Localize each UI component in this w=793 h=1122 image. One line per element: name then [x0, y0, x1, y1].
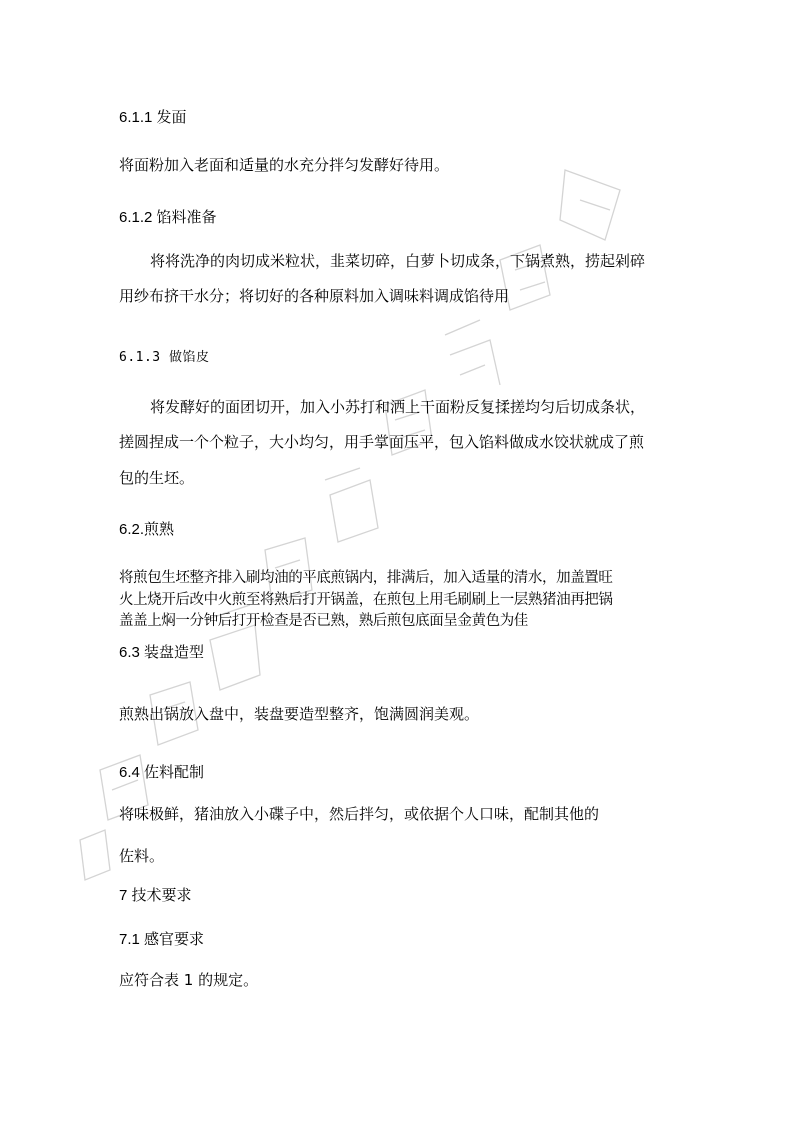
paragraph: 搓圆捏成一个个粒子，大小均匀，用手掌面压平，包入馅料做成水饺状就成了煎 — [119, 433, 645, 451]
paragraph: 将发酵好的面团切开，加入小苏打和洒上干面粉反复揉搓均匀后切成条状， — [150, 398, 646, 416]
paragraph: 将煎包生坯整齐排入刷均油的平底煎锅内，排满后，加入适量的清水，加盖置旺 — [119, 570, 613, 586]
paragraph: 应符合表 1 的规定。 — [119, 971, 259, 989]
paragraph: 煎熟出锅放入盘中，装盘要造型整齐，饱满圆润美观。 — [119, 705, 480, 723]
paragraph: 佐料。 — [119, 847, 165, 865]
heading-6-1-2: 6.1.2 馅料准备 — [119, 209, 217, 226]
paragraph: 包的生坯。 — [119, 469, 195, 487]
heading-6-3: 6.3 装盘造型 — [119, 644, 205, 661]
heading-6-1-3: 6.1.3 做馅皮 — [119, 350, 210, 365]
paragraph: 盖盖上焖一分钟后打开检查是否已熟，熟后煎包底面呈金黄色为佳 — [119, 613, 528, 629]
heading-7: 7 技术要求 — [119, 887, 192, 904]
paragraph: 将将洗净的肉切成米粒状，韭菜切碎，白萝卜切成条，下锅煮熟，捞起剁碎 — [150, 252, 646, 270]
paragraph: 用纱布挤干水分；将切好的各种原料加入调味料调成馅待用 — [119, 287, 510, 305]
paragraph: 将味极鲜，猪油放入小碟子中，然后拌匀，或依据个人口味，配制其他的 — [119, 805, 600, 823]
paragraph: 火上烧开后改中火煎至将熟后打开锅盖，在煎包上用毛刷刷上一层熟猪油再把锅 — [119, 592, 613, 608]
heading-7-1: 7.1 感官要求 — [119, 931, 205, 948]
paragraph: 将面粉加入老面和适量的水充分拌匀发酵好待用。 — [119, 156, 450, 174]
heading-6-4: 6.4 佐料配制 — [119, 764, 205, 781]
heading-6-1-1: 6.1.1 发面 — [119, 109, 187, 126]
heading-6-2: 6.2.煎熟 — [119, 521, 175, 538]
